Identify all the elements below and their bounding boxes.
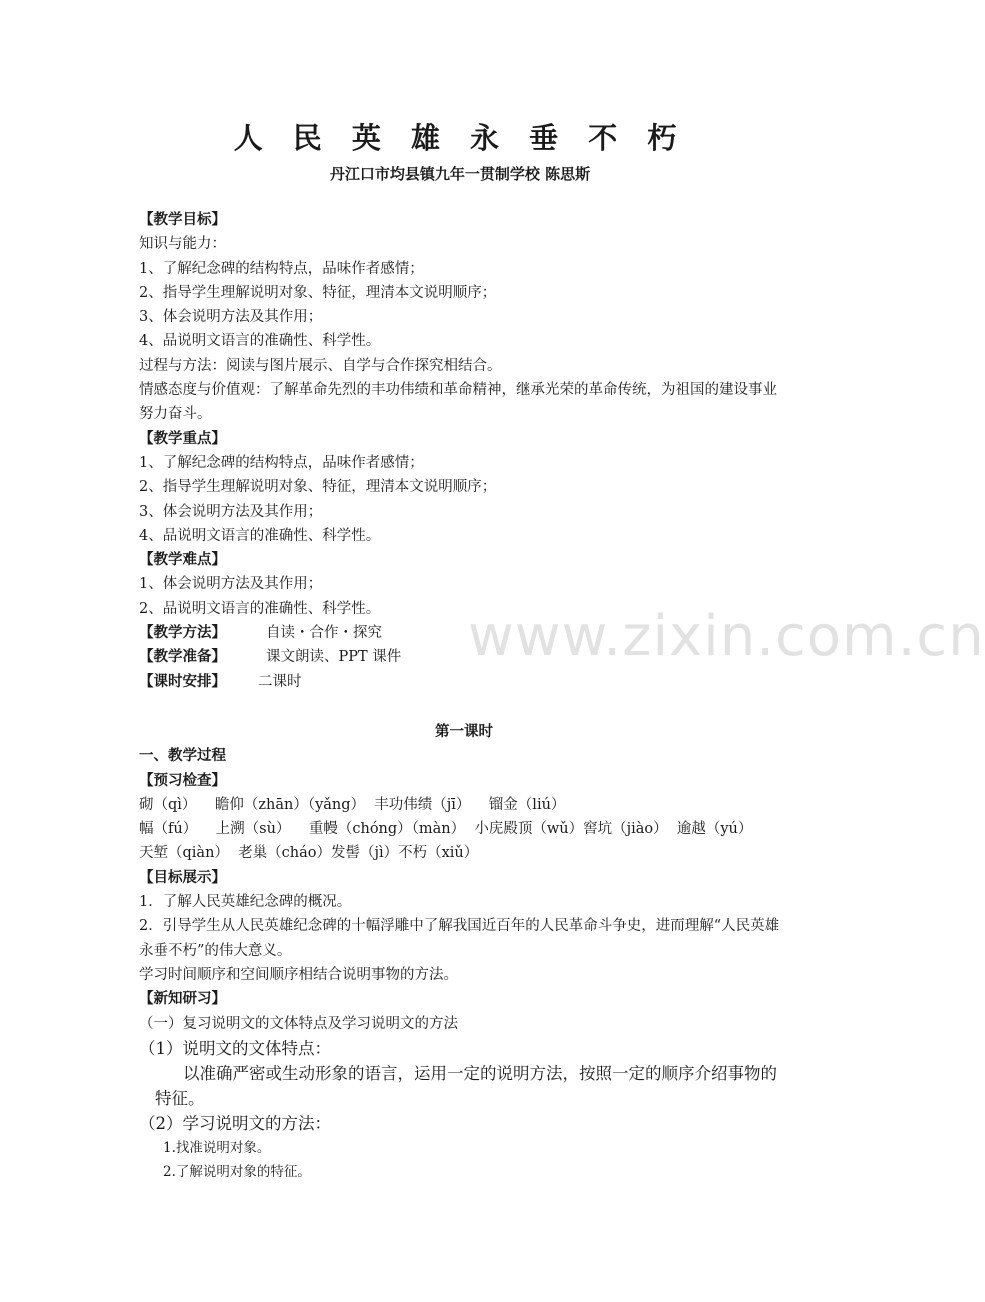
document-title: 人 民 英 雄 永 垂 不 朽 [233, 121, 687, 155]
goal-item: 3、体会说明方法及其作用； [139, 309, 323, 326]
goal-item: 4、品说明文语言的准确性、科学性。 [139, 333, 381, 350]
feature-text-content: 以准确严密或生动形象的语言，运用一定的说明方法，按照一定的顺序介绍事物的特征。 [155, 1063, 777, 1108]
key-point-item: 2、指导学生理解说明对象、特征，理清本文说明顺序； [139, 479, 497, 496]
key-point-item: 1、了解纪念碑的结构特点，品味作者感情； [139, 454, 424, 471]
method-value: 自读・合作・探究 [266, 625, 382, 642]
preview-line: 砌（qì） 瞻仰（zhān）（yǎng） 丰功伟绩（jī） 镏金（liú） [139, 796, 566, 813]
schedule-heading: 【课时安排】 [139, 673, 226, 690]
preview-line: 幅（fú） 上溯（sù） 重幔（chóng）（màn） 小庑殿顶（wǔ）窖坑（jiào） 逾越（yú） [139, 821, 753, 838]
document-body [139, 208, 789, 1184]
lesson-title: 第一课时 [435, 723, 493, 740]
preview-line: 天堑（qiàn） 老巢（cháo）发髻（jì）不朽（xiǔ） [139, 845, 479, 862]
target-item: 1．了解人民英雄纪念碑的概况。 [139, 894, 352, 911]
new-knowledge-intro: （一）复习说明文的文体特点及学习说明文的方法 [139, 1015, 458, 1032]
prep-heading: 【教学准备】 [139, 649, 226, 666]
schedule-row [139, 670, 789, 694]
feature-title: （1）说明文的文体特点： [139, 1038, 331, 1058]
goal-item: 2、指导学生理解说明对象、特征，理清本文说明顺序； [139, 284, 497, 301]
goals-process: 过程与方法：阅读与图片展示、自学与合作探究相结合。 [139, 357, 502, 374]
key-point-item: 4、品说明文语言的准确性、科学性。 [139, 527, 381, 544]
target-heading: 【目标展示】 [139, 869, 226, 886]
method-item: 2.了解说明对象的特征。 [163, 1164, 311, 1181]
feature-text [139, 1061, 789, 1111]
process-heading: 一、教学过程 [139, 748, 226, 765]
method-title: （2）学习说明文的方法： [139, 1113, 331, 1133]
difficulty-item: 1、体会说明方法及其作用； [139, 576, 323, 593]
difficulties-heading: 【教学难点】 [139, 552, 226, 569]
prep-value: 课文朗读、PPT 课件 [266, 649, 402, 666]
key-points-heading: 【教学重点】 [139, 430, 226, 447]
goal-item: 1、了解纪念碑的结构特点，品味作者感情； [139, 260, 424, 277]
difficulty-item: 2、品说明文语言的准确性、科学性。 [139, 600, 381, 617]
preview-heading: 【预习检查】 [139, 772, 226, 789]
schedule-value: 二课时 [258, 673, 302, 690]
target-item: 2．引导学生从人民英雄纪念碑的十幅浮雕中了解我国近百年的人民革命斗争史，进而理解“人民英雄永垂不朽”的伟大意义。 [139, 918, 780, 959]
target-extra: 学习时间顺序和空间顺序相结合说明事物的方法。 [139, 966, 458, 983]
goals-heading: 【教学目标】 [139, 212, 226, 228]
goals-knowledge-label: 知识与能力： [139, 236, 226, 253]
goals-emotion: 情感态度与价值观：了解革命先烈的丰功伟绩和革命精神，继承光荣的革命传统，为祖国的建设事业努力奋斗。 [139, 382, 777, 423]
watermark: www.zixin.com.cn [468, 604, 985, 669]
method-item: 1.找准说明对象。 [163, 1139, 271, 1156]
new-knowledge-heading: 【新知研习】 [139, 991, 226, 1008]
key-point-item: 3、体会说明方法及其作用； [139, 503, 323, 520]
document-author: 丹江口市均县镇九年一贯制学校 陈思斯 [329, 165, 591, 183]
method-heading: 【教学方法】 [139, 625, 226, 642]
